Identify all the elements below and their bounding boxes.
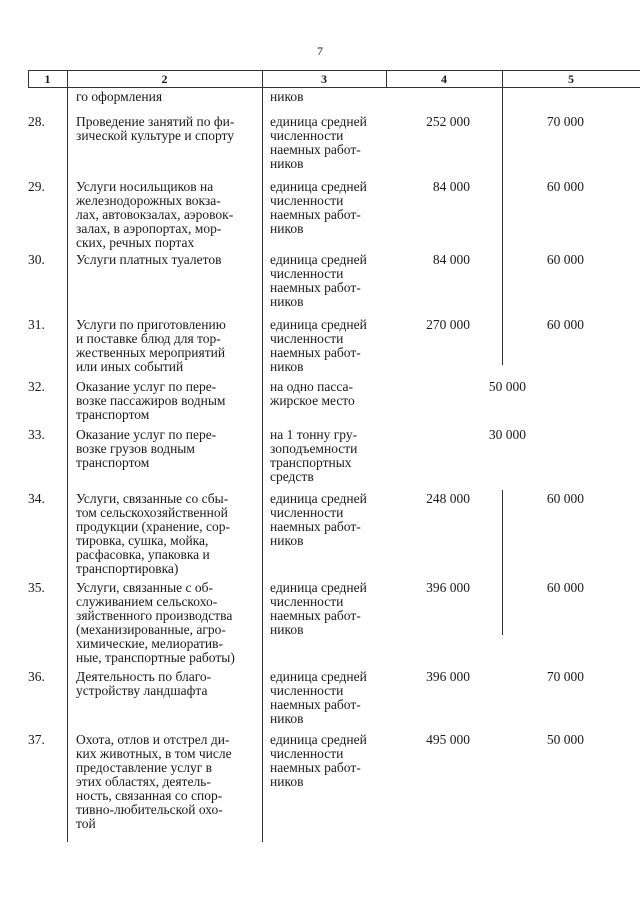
header-col-3: 3 <box>321 72 327 86</box>
row-unit: единица средней численности наемных работ- ников <box>270 491 367 548</box>
row-number: 34. <box>28 491 45 506</box>
row-number: 33. <box>28 427 45 442</box>
header-col-5: 5 <box>568 72 574 86</box>
row-value-col4: 396 000 <box>426 580 470 595</box>
row-number: 35. <box>28 580 45 595</box>
row-merged-value: 30 000 <box>488 427 526 442</box>
row-value-col4: 84 000 <box>432 252 470 267</box>
row-unit: единица средней численности наемных работ- ников <box>270 580 367 637</box>
row-description: Услуги носильщиков на железнодорожных вокза- лах, автовокзалах, аэровок- залах, в аэропортах, мор- ских, речных портах <box>76 179 234 250</box>
row-number: 30. <box>28 252 45 267</box>
row-unit: единица средней численности наемных работ- ников <box>270 317 367 374</box>
row-description: го оформления <box>76 89 163 104</box>
row-number: 36. <box>28 669 45 684</box>
row-number: 32. <box>28 379 45 394</box>
header-col-4: 4 <box>441 72 447 86</box>
row-value-col5: 60 000 <box>546 491 584 506</box>
row-value-col4: 248 000 <box>426 491 470 506</box>
row-value-col5: 60 000 <box>546 179 584 194</box>
row-value-col4: 84 000 <box>432 179 470 194</box>
row-description: Оказание услуг по пере- возке пассажиров водным транспортом <box>76 379 226 422</box>
row-unit: на 1 тонну гру- зоподъемности транспортных средств <box>270 427 358 484</box>
row-value-col5: 50 000 <box>546 732 584 747</box>
row-unit: единица средней численности наемных работ- ников <box>270 179 367 236</box>
row-description: Оказание услуг по пере- возке грузов водным транспортом <box>76 427 217 470</box>
row-description: Услуги, связанные со сбы- том сельскохозяйственной продукции (хранение, сор- тировка, сушка, мойка, расфасовка, упаковка и транспортировка) <box>76 491 230 576</box>
row-value-col4: 270 000 <box>426 317 470 332</box>
row-unit: ников <box>270 89 304 104</box>
page-number: 7 <box>317 44 323 58</box>
row-description: Деятельность по благо- устройству ландшафта <box>76 669 212 698</box>
row-number: 31. <box>28 317 45 332</box>
row-value-col5: 60 000 <box>546 317 584 332</box>
row-value-col4: 252 000 <box>426 114 470 129</box>
row-value-col4: 495 000 <box>426 732 470 747</box>
row-description: Услуги по приготовлению и поставке блюд для тор- жественных мероприятий или иных событий <box>76 317 226 374</box>
row-description: Проведение занятий по фи- зической культуре и спорту <box>76 114 235 143</box>
row-description: Охота, отлов и отстрел ди- ких животных, в том числе предоставление услуг в этих областях, деятель- ность, связанная со спор- тивно-любительской охо- той <box>76 732 232 831</box>
header-col-2: 2 <box>161 72 168 86</box>
row-unit: на одно пасса- жирское место <box>270 379 355 408</box>
row-unit: единица средней численности наемных работ- ников <box>270 669 367 726</box>
row-description: Услуги платных туалетов <box>76 252 222 267</box>
header-col-1: 1 <box>44 72 51 86</box>
row-value-col5: 60 000 <box>546 252 584 267</box>
row-value-col5: 60 000 <box>546 580 584 595</box>
row-unit: единица средней численности наемных работ- ников <box>270 114 367 171</box>
row-value-col4: 396 000 <box>426 669 470 684</box>
row-value-col5: 70 000 <box>546 669 584 684</box>
row-number: 37. <box>28 732 45 747</box>
row-unit: единица средней численности наемных работ- ников <box>270 252 367 309</box>
row-unit: единица средней численности наемных работ- ников <box>270 732 367 789</box>
row-value-col5: 70 000 <box>546 114 584 129</box>
row-number: 28. <box>28 114 45 129</box>
row-description: Услуги, связанные с об- служиванием сельскохо- зяйственного производства (механизированные, агро- химические, мелиоратив- ные, транспортные работы) <box>76 580 235 665</box>
row-merged-value: 50 000 <box>488 379 526 394</box>
row-number: 29. <box>28 179 45 194</box>
